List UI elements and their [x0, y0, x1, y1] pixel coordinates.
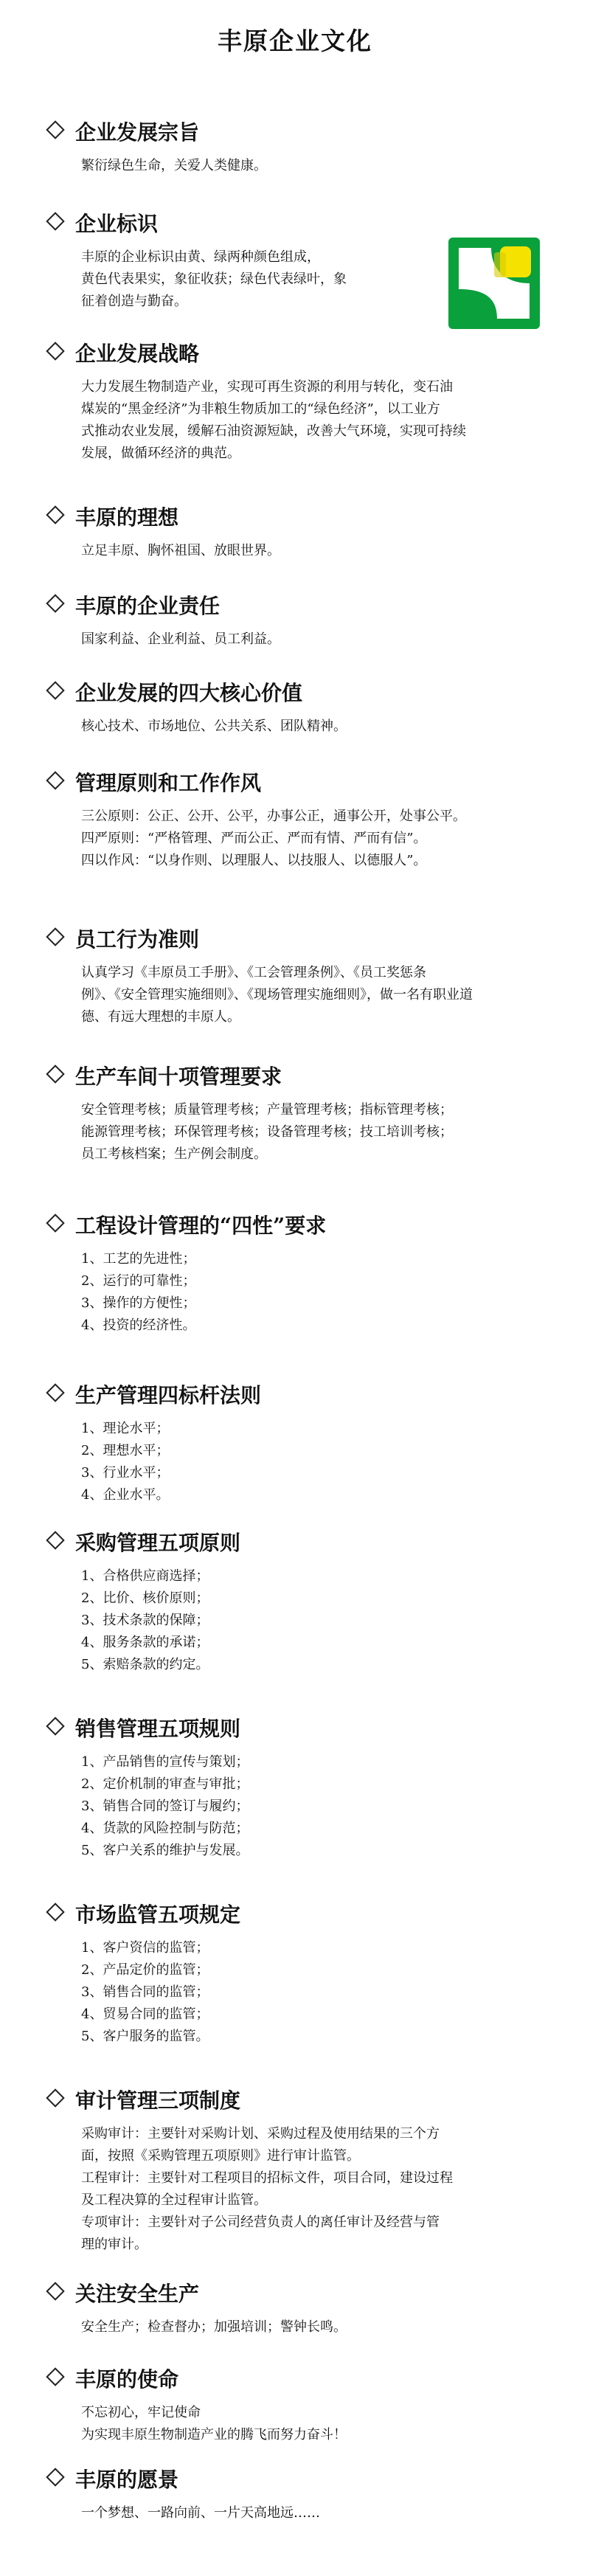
section-heading-text: 市场监管五项规定: [75, 1902, 241, 1927]
body-line: 5、客户关系的维护与发展。: [81, 1843, 249, 1858]
diamond-bullet-icon: [46, 1213, 64, 1232]
body-line: 安全生产；检查督办；加强培训；警钟长鸣。: [81, 2319, 347, 2335]
diamond-bullet-icon: [46, 594, 64, 612]
section-body: [81, 2402, 538, 2446]
section-heading: [49, 677, 302, 707]
section-heading-text: 生产车间十项管理要求: [75, 1064, 282, 1089]
section-heading-text: 企业标识: [75, 212, 159, 236]
logo-yellow-shadow: [494, 252, 506, 277]
section-body: [81, 2123, 538, 2256]
body-line: 繁衍绿色生命，关爱人类健康。: [81, 158, 267, 173]
section-heading-text: 关注安全生产: [75, 2282, 200, 2306]
body-line: 3、销售合同的监管；: [81, 1984, 209, 2000]
section-heading: [49, 1527, 240, 1557]
body-line: 为实现丰原生物制造产业的腾飞而努力奋斗！: [81, 2427, 347, 2442]
body-line: 及工程决算的全过程审计监管。: [81, 2192, 267, 2208]
section-body: [81, 1565, 538, 1676]
body-line: 德、有远大理想的丰原人。: [81, 1009, 240, 1025]
diamond-bullet-icon: [46, 1902, 64, 1921]
section-heading: [49, 1899, 240, 1928]
body-line: 三公原则：公正、公开、公平，办事公正，通事公开，处事公平。: [81, 809, 466, 824]
section-heading-text: 管理原则和工作作风: [75, 771, 262, 795]
section-heading-text: 丰原的理想: [75, 505, 179, 530]
section-heading: [49, 502, 178, 531]
section-body: [81, 540, 538, 562]
body-line: 认真学习《丰原员工手册》、《工会管理条例》、《员工奖惩条: [81, 965, 426, 980]
diamond-bullet-icon: [46, 212, 64, 230]
section-heading-text: 丰原的使命: [75, 2367, 179, 2392]
section-heading: [49, 767, 261, 797]
body-line: 3、销售合同的签订与履约；: [81, 1798, 249, 1814]
section-heading-text: 采购管理五项原则: [75, 1531, 241, 1555]
section-body: [81, 806, 538, 872]
body-line: 3、技术条款的保障；: [81, 1613, 209, 1628]
body-line: 发展，做循环经济的典范。: [81, 446, 240, 461]
diamond-bullet-icon: [46, 2088, 64, 2107]
section-body: [81, 155, 538, 177]
section-heading: [49, 1061, 282, 1090]
diamond-bullet-icon: [46, 681, 64, 699]
section-heading: [49, 338, 199, 367]
body-line: 4、贸易合同的监管；: [81, 2007, 209, 2022]
diamond-bullet-icon: [46, 1531, 64, 1549]
diamond-bullet-icon: [46, 1717, 64, 1735]
section-heading: [49, 1210, 326, 1239]
diamond-bullet-icon: [46, 342, 64, 360]
section-heading-text: 生产管理四标杆法则: [75, 1383, 262, 1408]
body-line: 大力发展生物制造产业，实现可再生资源的利用与转化，变石油: [81, 379, 453, 395]
body-line: 理的审计。: [81, 2237, 148, 2252]
section-heading-text: 企业发展战略: [75, 342, 200, 366]
body-line: 4、投资的经济性。: [81, 1318, 196, 1333]
body-line: 1、客户资信的监管；: [81, 1940, 209, 1956]
section-body: [81, 1099, 538, 1166]
diamond-bullet-icon: [46, 2367, 64, 2386]
body-line: 煤炭的“黑金经济”为非粮生物质加工的“绿色经济”，以工业方: [81, 401, 440, 417]
section-body: [81, 1751, 538, 1862]
section-body: [81, 1248, 538, 1337]
page-title: 丰原企业文化: [218, 27, 372, 55]
section-body: [81, 629, 538, 651]
section-heading-text: 企业发展的四大核心价值: [75, 681, 303, 705]
section-body: [81, 1418, 538, 1506]
body-line: 核心技术、市场地位、公共关系、团队精神。: [81, 719, 347, 734]
body-line: 3、行业水平；: [81, 1465, 170, 1481]
diamond-bullet-icon: [46, 1064, 64, 1083]
section-heading: [49, 2085, 240, 2114]
body-line: 员工考核档案；生产例会制度。: [81, 1146, 267, 1162]
body-line: 工程审计：主要针对工程项目的招标文件，项目合同，建设过程: [81, 2170, 453, 2186]
body-line: 式推动农业发展，缓解石油资源短缺，改善大气环境，实现可持续: [81, 423, 466, 439]
body-line: 安全管理考核；质量管理考核；产量管理考核；指标管理考核；: [81, 1102, 453, 1118]
body-line: 四以作风：“以身作则、以理服人、以技服人、以德服人”。: [81, 853, 427, 868]
body-line: 面，按照《采购管理五项原则》进行审计监管。: [81, 2148, 360, 2164]
body-line: 立足丰原、胸怀祖国、放眼世界。: [81, 543, 280, 558]
body-line: 4、货款的风险控制与防范；: [81, 1821, 249, 1836]
body-line: 2、定价机制的审查与审批；: [81, 1776, 249, 1792]
body-line: 例》、《安全管理实施细则》、《现场管理实施细则》，做一名有职业道: [81, 987, 473, 1003]
section-heading-text: 丰原的企业责任: [75, 594, 221, 618]
fengyuan-logo: [448, 238, 540, 329]
body-line: 4、服务条款的承诺；: [81, 1635, 209, 1650]
body-line: 5、客户服务的监管。: [81, 2029, 209, 2044]
body-line: 2、比价、核价原则；: [81, 1590, 209, 1606]
body-line: 丰原的企业标识由黄、绿两种颜色组成，: [81, 249, 320, 265]
section-body: [81, 2502, 538, 2524]
body-line: 2、理想水平；: [81, 1443, 170, 1458]
section-heading: [49, 1379, 261, 1409]
section-heading: [49, 924, 199, 953]
section-heading-text: 丰原的愿景: [75, 2468, 179, 2492]
body-line: 能源管理考核；环保管理考核；设备管理考核；技工培训考核；: [81, 1124, 453, 1140]
section-heading: [49, 2278, 199, 2307]
section-body: [81, 962, 538, 1028]
body-line: 专项审计：主要针对子公司经营负责人的离任审计及经营与管: [81, 2215, 440, 2230]
section-heading: [49, 2364, 178, 2393]
section-heading: [49, 208, 158, 238]
diamond-bullet-icon: [46, 2468, 64, 2486]
section-heading: [49, 117, 199, 146]
section-heading: [49, 1713, 240, 1742]
body-line: 1、合格供应商选择；: [81, 1568, 209, 1584]
body-line: 4、企业水平。: [81, 1487, 170, 1503]
section-body: [81, 1937, 538, 2048]
body-line: 2、运行的可靠性；: [81, 1273, 196, 1289]
body-line: 国家利益、企业利益、员工利益。: [81, 631, 280, 647]
diamond-bullet-icon: [46, 120, 64, 139]
body-line: 3、操作的方便性；: [81, 1295, 196, 1311]
section-body: [81, 716, 538, 738]
section-heading: [49, 590, 220, 620]
diamond-bullet-icon: [46, 2282, 64, 2300]
body-line: 一个梦想、一路向前、一片天高地远……: [81, 2505, 320, 2521]
section-heading-text: 销售管理五项规则: [75, 1717, 241, 1741]
section-heading-text: 工程设计管理的“四性”要求: [75, 1213, 327, 1238]
section-heading: [49, 2464, 178, 2493]
body-line: 四严原则：“严格管理、严而公正、严而有情、严而有信”。: [81, 831, 427, 846]
diamond-bullet-icon: [46, 505, 64, 524]
section-heading-text: 员工行为准则: [75, 927, 200, 952]
diamond-bullet-icon: [46, 1383, 64, 1402]
body-line: 5、索赔条款的约定。: [81, 1657, 209, 1672]
section-heading-text: 企业发展宗旨: [75, 120, 200, 145]
section-body: [81, 376, 538, 465]
diamond-bullet-icon: [46, 771, 64, 789]
body-line: 采购审计：主要针对采购计划、采购过程及使用结果的三个方: [81, 2126, 440, 2142]
section-body: [81, 2316, 538, 2338]
body-line: 不忘初心，牢记使命: [81, 2405, 201, 2420]
section-body: [81, 246, 428, 313]
body-line: 2、产品定价的监管；: [81, 1962, 209, 1978]
diamond-bullet-icon: [46, 927, 64, 946]
section-heading-text: 审计管理三项制度: [75, 2088, 241, 2113]
body-line: 黄色代表果实，象征收获；绿色代表绿叶，象: [81, 271, 347, 287]
body-line: 1、产品销售的宣传与策划；: [81, 1754, 249, 1770]
body-line: 1、工艺的先进性；: [81, 1251, 196, 1267]
body-line: 征着创造与勤奋。: [81, 294, 187, 309]
body-line: 1、理论水平；: [81, 1421, 170, 1436]
